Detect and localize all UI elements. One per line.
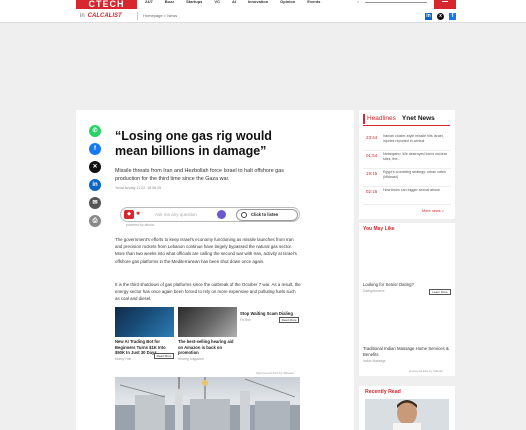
ai-indicator-icon: ✱ [136, 211, 141, 217]
ads-attribution[interactable]: Sponsored Links by Taboola [256, 371, 294, 375]
breadcrumb[interactable]: Homepage > News [143, 13, 178, 18]
ad-image [178, 307, 237, 337]
play-icon [241, 212, 247, 218]
nav-link-vc[interactable]: VC [214, 0, 220, 4]
tab-ynet-news[interactable]: Ynet News [401, 115, 435, 122]
listen-button[interactable]: Click to listen [236, 209, 298, 221]
article-paragraph: The government's efforts to keep Israel's economy functioning as missile launches from Iran and precision rockets from Lebanon continue have largely bypassed the natural gas sector. More than two weeks into what officials are calling the second war with Iran, activity at Israel's offshore gas platforms in the Mediterranean has been shut down once again. [115, 237, 297, 264]
whatsapp-icon[interactable]: ✆ [89, 125, 101, 137]
linkedin-icon[interactable]: in [426, 13, 431, 19]
gas-rig-photo [115, 377, 300, 430]
ad-read-more-button[interactable]: Read More [154, 353, 174, 359]
sponsored-ad-source: DatingAnswers [363, 289, 385, 293]
sponsored-ads [115, 307, 301, 375]
ctech-logo[interactable]: CTECH [76, 0, 137, 9]
sponsored-ad[interactable]: Stop Waiting Scam Dialing FinTech Read More [240, 307, 299, 322]
headline-item[interactable]: 19:15 Egypt's crumbling strategy: urban cafes (Mideast) [363, 169, 451, 187]
sponsored-ad[interactable]: New AI Trading Bot for Beginners Turns $1K Into $50K In Just 30 Days... Money Hub Read More [115, 307, 174, 361]
calcalist-logo[interactable]: in CALCALIST [80, 13, 122, 19]
recently-read-title: Recently Read [365, 389, 401, 395]
recently-read-image[interactable] [365, 399, 449, 430]
ad-read-more-button[interactable]: Read More [279, 317, 299, 323]
headline-tabs [363, 114, 435, 124]
nav-link-innovation[interactable]: Innovation [247, 0, 269, 4]
sponsored-ad[interactable]: The best-selling hearing aid on Amazon is back on promotion Hearing Magazine [178, 307, 237, 361]
nav-link-247[interactable]: 24/7 [145, 0, 153, 4]
search-icon[interactable]: ⌕ [357, 0, 360, 4]
email-icon[interactable]: ✉ [89, 197, 101, 209]
nav-link-ai[interactable]: AI [231, 0, 236, 4]
sub-header [0, 9, 526, 23]
powered-by: powered by aiforia [126, 223, 154, 227]
print-icon[interactable]: ⎙ [89, 215, 101, 227]
ad-image [115, 307, 174, 337]
search-input[interactable] [365, 0, 427, 3]
facebook-icon[interactable]: f [89, 143, 101, 155]
hamburger-icon [442, 1, 448, 2]
facebook-icon[interactable]: f [449, 13, 456, 20]
ai-send-button[interactable] [217, 210, 226, 219]
share-bar [89, 125, 101, 227]
person-photo [365, 399, 449, 430]
nav-link-startups[interactable]: Startups [186, 0, 203, 4]
article-title: “Losing one gas rig would mean billions in damage” [115, 129, 272, 158]
top-navigation [0, 0, 526, 9]
tabs-underline [363, 125, 450, 126]
headline-item[interactable]: 02:15 How times can trigger sexual abuse [363, 187, 451, 205]
headline-item[interactable]: 01:54 Netanyahu: We destroyed Iran's nuclear sites, the... [363, 151, 451, 169]
x-icon[interactable]: x [437, 13, 444, 20]
you-may-like-title: You May Like [363, 226, 395, 232]
nav-links [145, 0, 320, 9]
nav-link-buzz[interactable]: Buzz [164, 0, 175, 4]
tab-headlines[interactable]: Headlines [363, 114, 396, 124]
ai-question-input[interactable]: Ask me any question [155, 212, 197, 217]
sponsored-ad-title[interactable]: Looking for Senior Dating? [363, 282, 414, 287]
nav-link-opinion[interactable]: Opinion [280, 0, 296, 4]
ads-attribution[interactable]: sponsored links by Taboola [409, 369, 443, 373]
divider [137, 12, 138, 20]
sponsored-ad-title[interactable]: Traditional Indian Massage Home Services & Benefits [363, 346, 449, 357]
linkedin-icon[interactable]: in [89, 179, 101, 191]
article-byline: Yuval Azulay 11:22, 18.06.25 [115, 186, 162, 190]
nav-link-events[interactable]: Events [307, 0, 321, 4]
learn-more-button[interactable]: Learn More [429, 289, 451, 295]
more-news-link[interactable]: More news > [422, 209, 444, 213]
sponsored-ad-source: Indian Massage [363, 359, 386, 363]
ai-question-box [120, 207, 300, 222]
article-image [115, 377, 300, 430]
header-social-links [425, 13, 456, 20]
menu-button[interactable] [434, 0, 456, 9]
ai-logo-icon: ◆ [124, 210, 134, 219]
article-paragraph: It is the third shutdown of gas platforms since the outbreak of the October 7 war. As a result, the energy sector has once again been forced to rely on more expensive and polluting fuels such as coal and diesel. [115, 282, 301, 302]
x-icon[interactable]: ✕ [89, 161, 101, 173]
headline-item[interactable]: 23:44 Iranian cluster-style missile hits Israel, injuries reported in central [363, 133, 451, 151]
article-subtitle: Missile threats from Iran and Hezbollah force Israel to halt offshore gas production for the third time since the Gaza war. [115, 168, 284, 182]
